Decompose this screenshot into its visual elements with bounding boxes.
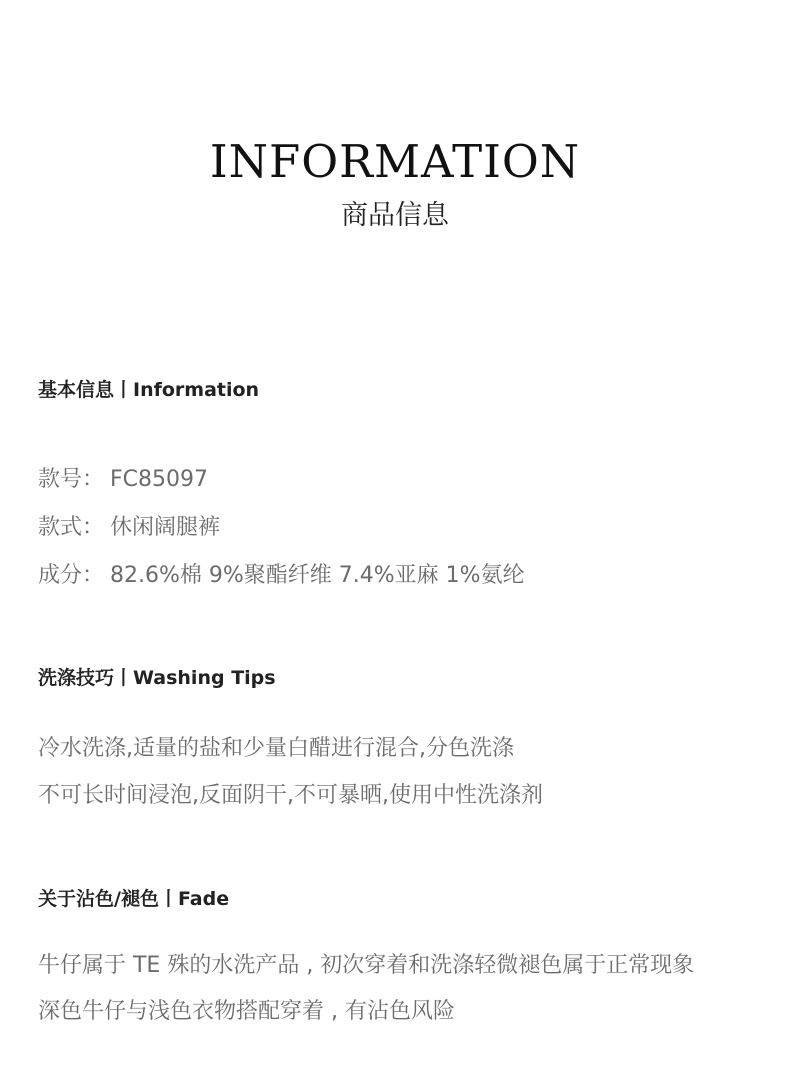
- washing-tips-heading: 洗涤技巧丨Washing Tips: [38, 667, 276, 689]
- composition-line: [38, 561, 525, 591]
- composition-value: 82.6%棉 9%聚酯纤维 7.4%亚麻 1%氨纶: [110, 563, 525, 588]
- style-number-line: [38, 465, 208, 495]
- washing-tip-line-2: 不可长时间浸泡,反面阴干,不可暴晒,使用中性洗涤剂: [38, 783, 543, 808]
- composition-label: 成分：: [38, 563, 105, 588]
- style-type-value: 休闲阔腿裤: [110, 515, 221, 540]
- page-title-chinese: 商品信息: [341, 200, 449, 231]
- style-number-label: 款号：: [38, 467, 105, 492]
- fade-note-line-1: 牛仔属于 TE 殊的水洗产品 , 初次穿着和洗涤轻微褪色属于正常现象: [38, 953, 695, 978]
- fade-note-line-2: 深色牛仔与浅色衣物搭配穿着 , 有沾色风险: [38, 999, 455, 1024]
- fade-heading: 关于沾色/褪色丨Fade: [38, 888, 230, 910]
- basic-info-heading: 基本信息丨Information: [38, 379, 260, 401]
- page-title-english: INFORMATION: [209, 135, 581, 188]
- style-type-line: [38, 513, 220, 543]
- style-number-value: FC85097: [110, 467, 209, 492]
- washing-tip-line-1: 冷水洗涤,适量的盐和少量白醋进行混合,分色洗涤: [38, 736, 514, 761]
- style-type-label: 款式：: [38, 515, 105, 540]
